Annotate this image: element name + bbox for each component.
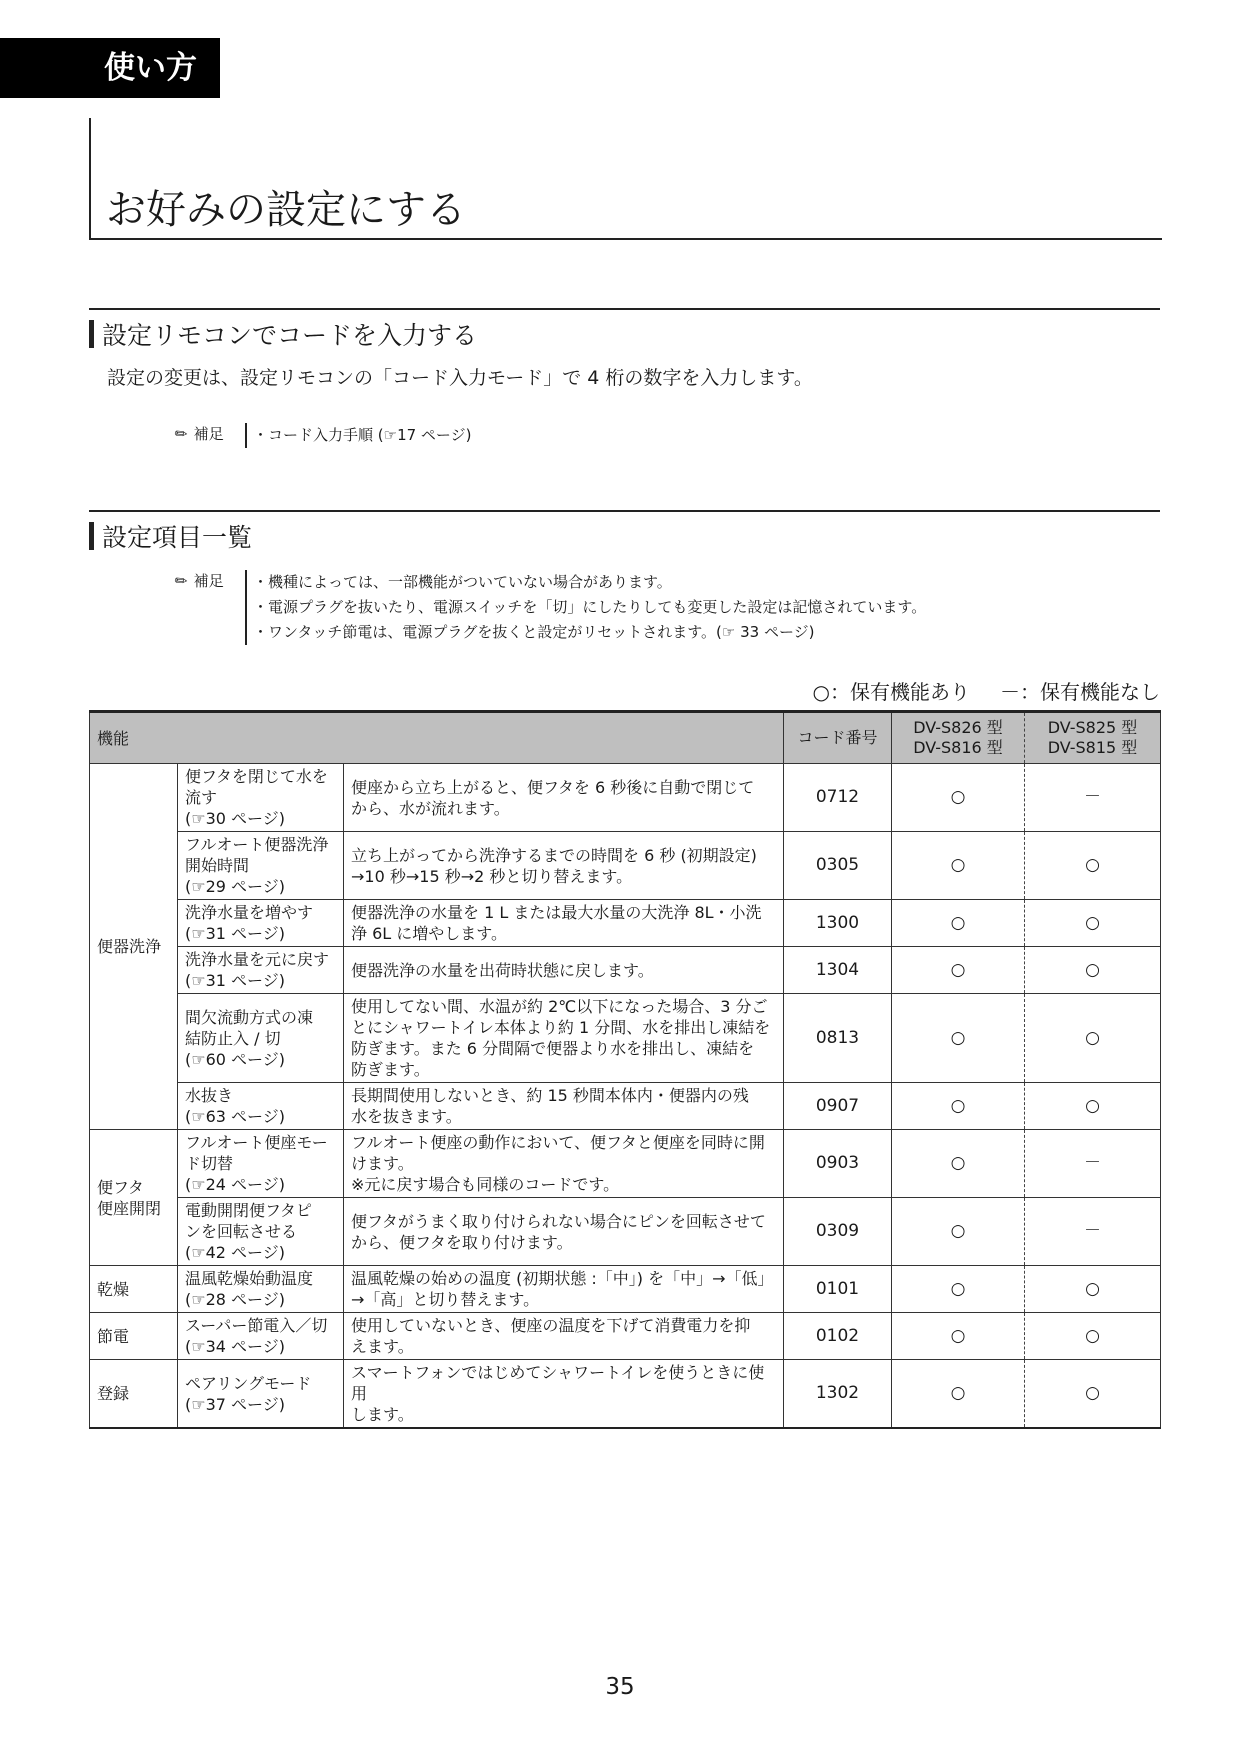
description-cell-line: 使用していないとき、便座の温度を下げて消費電力を抑 xyxy=(351,1316,751,1335)
model-a-mark: ○ xyxy=(892,764,1025,832)
table-row xyxy=(90,994,1161,1083)
item-cell xyxy=(178,900,344,947)
note-lines xyxy=(245,423,471,448)
item-cell xyxy=(178,764,344,832)
code-cell: 0102 xyxy=(784,1313,892,1360)
header-code: コード番号 xyxy=(784,712,892,764)
note-label-group xyxy=(170,570,245,645)
description-cell-line: 長期間使用しないとき、約 15 秒間本体内・便器内の残 xyxy=(351,1086,749,1105)
table-row xyxy=(90,832,1161,900)
description-cell-line: します。 xyxy=(351,1405,414,1424)
code-cell: 1304 xyxy=(784,947,892,994)
legend-available: ○：保有機能あり xyxy=(812,680,970,704)
item-cell-line: (☞60 ページ) xyxy=(185,1049,285,1069)
note-line: ・機種によっては、一部機能がついていない場合があります。 xyxy=(253,573,672,591)
item-cell-line: (☞34 ページ) xyxy=(185,1337,285,1356)
description-cell-line: 便器洗浄の水量を 1 L または最大水量の大洗浄 8L・小洗 xyxy=(351,903,762,922)
item-cell xyxy=(178,1266,344,1313)
model-a-mark: ○ xyxy=(892,947,1025,994)
item-cell-line: (☞30 ページ) xyxy=(185,809,285,828)
item-cell-line: ペアリングモード xyxy=(185,1373,312,1393)
description-cell xyxy=(344,1198,784,1266)
heading-bar xyxy=(89,320,94,348)
description-cell-line: →10 秒→15 秒→2 秒と切り替えます。 xyxy=(351,866,633,886)
code-cell: 1302 xyxy=(784,1360,892,1429)
header-model-b-line1: DV-S825 型 xyxy=(1047,718,1138,737)
item-cell-line: 電動開閉便フタピ xyxy=(185,1201,312,1220)
code-cell: 1300 xyxy=(784,900,892,947)
item-cell-line: ド切替 xyxy=(185,1154,234,1173)
item-cell-line: (☞29 ページ) xyxy=(185,877,285,896)
table-row xyxy=(90,1266,1161,1313)
description-cell-line: 便器洗浄の水量を出荷時状態に戻します。 xyxy=(351,960,654,980)
table-row xyxy=(90,764,1161,832)
model-b-mark: ○ xyxy=(1025,900,1161,947)
item-cell-line: 開始時間 xyxy=(185,856,250,875)
table-row xyxy=(90,1198,1161,1266)
description-cell xyxy=(344,1360,784,1429)
description-cell-line: スマートフォンではじめてシャワートイレを使うときに使用 xyxy=(351,1363,765,1403)
section1-heading-block xyxy=(89,308,1160,350)
table-header-row xyxy=(90,712,1161,764)
description-cell-line: 立ち上がってから洗浄するまでの時間を 6 秒 (初期設定) xyxy=(351,845,757,865)
category-cell xyxy=(90,1130,178,1266)
model-a-mark: ○ xyxy=(892,900,1025,947)
category-name-line: 便器洗浄 xyxy=(97,937,162,956)
description-cell xyxy=(344,1313,784,1360)
description-cell xyxy=(344,764,784,832)
section1-note xyxy=(170,423,472,448)
item-cell-line: (☞63 ページ) xyxy=(185,1107,285,1126)
table-row xyxy=(90,1130,1161,1198)
model-b-mark: － xyxy=(1025,1198,1161,1266)
description-cell xyxy=(344,994,784,1083)
category-cell xyxy=(90,1313,178,1360)
category-name-line: 便フタ xyxy=(97,1177,144,1197)
item-cell-line: 便フタを閉じて水を xyxy=(185,767,328,786)
item-cell-line: (☞31 ページ) xyxy=(185,924,285,943)
item-cell-line: 洗浄水量を増やす xyxy=(185,903,314,922)
section1-body: 設定の変更は、設定リモコンの「コード入力モード」で 4 桁の数字を入力します。 xyxy=(107,367,813,389)
description-cell-line: から、水が流れます。 xyxy=(351,798,510,818)
item-cell-line: (☞24 ページ) xyxy=(185,1175,285,1194)
category-cell xyxy=(90,1360,178,1429)
table-row xyxy=(90,947,1161,994)
code-cell: 0813 xyxy=(784,994,892,1083)
description-cell-line: えます。 xyxy=(351,1337,414,1356)
item-cell xyxy=(178,947,344,994)
description-cell-line: 防ぎます。 xyxy=(351,1060,430,1079)
category-name-line: 登録 xyxy=(97,1384,130,1403)
category-cell xyxy=(90,764,178,1130)
item-cell xyxy=(178,1360,344,1429)
description-cell-line: 水を抜きます。 xyxy=(351,1107,462,1126)
item-cell-line: (☞31 ページ) xyxy=(185,971,285,990)
legend-unavailable: －：保有機能なし xyxy=(1000,680,1160,704)
code-cell: 0101 xyxy=(784,1266,892,1313)
section2-heading: 設定項目一覧 xyxy=(102,523,253,552)
code-cell: 0907 xyxy=(784,1083,892,1130)
header-model-a xyxy=(892,712,1025,764)
description-cell-line: から、便フタを取り付けます。 xyxy=(351,1232,573,1252)
model-b-mark: － xyxy=(1025,1130,1161,1198)
item-cell xyxy=(178,994,344,1083)
model-b-mark: ○ xyxy=(1025,832,1161,900)
item-cell-line: (☞42 ページ) xyxy=(185,1243,285,1262)
model-a-mark: ○ xyxy=(892,1313,1025,1360)
heading-bar xyxy=(89,522,94,550)
item-cell-line: 洗浄水量を元に戻す xyxy=(185,950,330,969)
description-cell xyxy=(344,1083,784,1130)
table-row xyxy=(90,900,1161,947)
item-cell-line: (☞37 ページ) xyxy=(185,1394,285,1414)
section1-heading: 設定リモコンでコードを入力する xyxy=(102,321,478,350)
item-cell-line: スーパー節電入／切 xyxy=(185,1316,328,1335)
category-name-line: 乾燥 xyxy=(97,1279,130,1299)
item-cell-line: 温風乾燥始動温度 xyxy=(185,1269,314,1288)
table-row xyxy=(90,1083,1161,1130)
model-a-mark: ○ xyxy=(892,1083,1025,1130)
model-b-mark: ○ xyxy=(1025,947,1161,994)
settings-table xyxy=(89,710,1161,1429)
description-cell xyxy=(344,900,784,947)
code-cell: 0305 xyxy=(784,832,892,900)
note-label-group xyxy=(170,423,245,448)
page-title: お好みの設定にする xyxy=(106,187,466,233)
note-line: ・ワンタッチ節電は、電源プラグを抜くと設定がリセットされます。(☞ 33 ページ) xyxy=(253,623,815,641)
model-a-mark: ○ xyxy=(892,1198,1025,1266)
category-cell xyxy=(90,1266,178,1313)
note-lines xyxy=(245,570,926,645)
table-row xyxy=(90,1360,1161,1429)
code-cell: 0309 xyxy=(784,1198,892,1266)
section-tab xyxy=(0,38,220,98)
symbol-legend xyxy=(600,676,1160,705)
description-cell-line: 使用してない間、水温が約 2℃以下になった場合、3 分ご xyxy=(351,997,768,1016)
model-b-mark: ○ xyxy=(1025,1083,1161,1130)
model-a-mark: ○ xyxy=(892,832,1025,900)
description-cell-line: ※元に戻す場合も同様のコードです。 xyxy=(351,1175,620,1194)
category-name-line: 節電 xyxy=(97,1326,130,1346)
description-cell-line: →「高」と切り替えます。 xyxy=(351,1290,540,1309)
model-b-mark: ○ xyxy=(1025,1313,1161,1360)
model-a-mark: ○ xyxy=(892,994,1025,1083)
item-cell-line: (☞28 ページ) xyxy=(185,1290,285,1309)
pencil-icon: ✎ xyxy=(170,423,192,445)
description-cell-line: 浄 6L に増やします。 xyxy=(351,924,507,943)
description-cell-line: とにシャワートイレ本体より約 1 分間、水を排出し凍結を xyxy=(351,1018,771,1037)
item-cell xyxy=(178,832,344,900)
model-b-mark: － xyxy=(1025,764,1161,832)
note-label: 補足 xyxy=(193,572,224,590)
page-number: 35 xyxy=(605,1674,635,1700)
header-model-a-line2: DV-S816 型 xyxy=(913,738,1003,757)
header-model-b-line2: DV-S815 型 xyxy=(1047,738,1138,757)
item-cell-line: フルオート便座モー xyxy=(185,1133,328,1152)
pencil-icon: ✎ xyxy=(170,570,192,592)
item-cell xyxy=(178,1083,344,1130)
code-cell: 0712 xyxy=(784,764,892,832)
model-b-mark: ○ xyxy=(1025,1360,1161,1429)
item-cell-line: 間欠流動方式の凍 xyxy=(185,1007,314,1027)
note-label: 補足 xyxy=(193,425,224,443)
description-cell xyxy=(344,832,784,900)
header-function: 機能 xyxy=(90,712,784,764)
description-cell xyxy=(344,947,784,994)
description-cell-line: フルオート便座の動作において、便フタと便座を同時に開 xyxy=(351,1133,765,1152)
description-cell-line: けます。 xyxy=(351,1154,414,1173)
note-line: ・コード入力手順 (☞17 ページ) xyxy=(253,426,472,444)
description-cell xyxy=(344,1130,784,1198)
item-cell xyxy=(178,1130,344,1198)
note-line: ・電源プラグを抜いたり、電源スイッチを「切」にしたりしても変更した設定は記憶されています。 xyxy=(253,598,927,616)
category-name-line: 便座開閉 xyxy=(97,1198,162,1218)
description-cell-line: 便座から立ち上がると、便フタを 6 秒後に自動で閉じて xyxy=(351,777,755,797)
section-tab-label: 使い方 xyxy=(104,50,197,86)
item-cell-line: ンを回転させる xyxy=(185,1222,298,1241)
header-model-b xyxy=(1025,712,1161,764)
model-a-mark: ○ xyxy=(892,1360,1025,1429)
description-cell-line: 防ぎます。また 6 分間隔で便器より水を排出し、凍結を xyxy=(351,1039,755,1058)
item-cell-line: フルオート便器洗浄 xyxy=(185,835,329,854)
item-cell xyxy=(178,1198,344,1266)
description-cell-line: 便フタがうまく取り付けられない場合にピンを回転させて xyxy=(351,1211,766,1231)
description-cell-line: 温風乾燥の始めの温度 (初期状態 :「中」) を「中」→「低」 xyxy=(351,1269,774,1288)
code-cell: 0903 xyxy=(784,1130,892,1198)
model-a-mark: ○ xyxy=(892,1130,1025,1198)
section2-note xyxy=(170,570,927,645)
item-cell-line: 結防止入 / 切 xyxy=(185,1028,281,1048)
model-b-mark: ○ xyxy=(1025,994,1161,1083)
item-cell-line: 水抜き xyxy=(185,1086,234,1105)
model-b-mark: ○ xyxy=(1025,1266,1161,1313)
page-title-block xyxy=(89,118,1162,240)
header-model-a-line1: DV-S826 型 xyxy=(913,718,1003,737)
item-cell xyxy=(178,1313,344,1360)
model-a-mark: ○ xyxy=(892,1266,1025,1313)
description-cell xyxy=(344,1266,784,1313)
section2-heading-block xyxy=(89,510,1160,552)
item-cell-line: 流す xyxy=(185,788,218,807)
table-row xyxy=(90,1313,1161,1360)
